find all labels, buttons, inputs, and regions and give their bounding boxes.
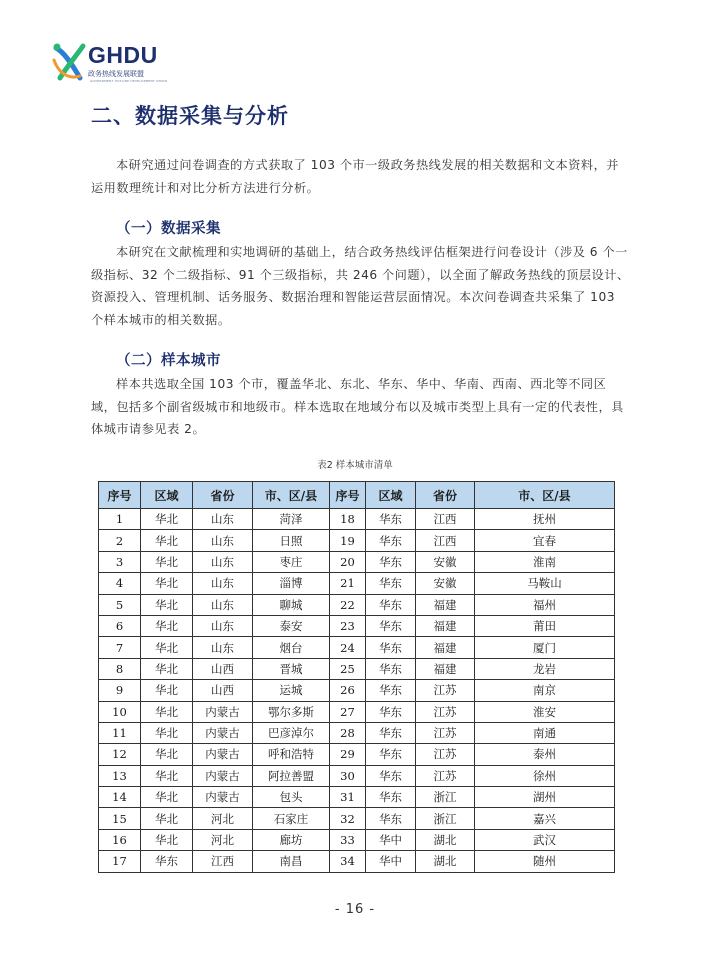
table-cell: 华北 bbox=[141, 594, 193, 615]
table-cell: 华东 bbox=[366, 744, 416, 765]
table-cell: 华北 bbox=[141, 765, 193, 786]
table-cell: 28 bbox=[330, 722, 366, 743]
table-cell: 浙江 bbox=[416, 808, 475, 829]
table-cell: 华东 bbox=[366, 551, 416, 572]
subsection-title-sample-cities: （二）样本城市 bbox=[116, 353, 221, 369]
table-cell: 华北 bbox=[141, 551, 193, 572]
table-cell: 华东 bbox=[366, 787, 416, 808]
table-cell: 18 bbox=[330, 509, 366, 530]
table-cell: 华中 bbox=[366, 851, 416, 872]
table-cell: 泰州 bbox=[475, 744, 615, 765]
table-cell: 26 bbox=[330, 680, 366, 701]
table-cell: 烟台 bbox=[253, 637, 330, 658]
table-cell: 34 bbox=[330, 851, 366, 872]
table-cell: 山东 bbox=[193, 509, 253, 530]
table-cell: 马鞍山 bbox=[475, 573, 615, 594]
table-header-cell: 区域 bbox=[141, 482, 193, 509]
table-cell: 1 bbox=[99, 509, 141, 530]
table-cell: 内蒙古 bbox=[193, 744, 253, 765]
table-cell: 华北 bbox=[141, 722, 193, 743]
table-cell: 随州 bbox=[475, 851, 615, 872]
table-cell: 30 bbox=[330, 765, 366, 786]
table-cell: 31 bbox=[330, 787, 366, 808]
table-cell: 包头 bbox=[253, 787, 330, 808]
table-cell: 枣庄 bbox=[253, 551, 330, 572]
table-cell: 山东 bbox=[193, 551, 253, 572]
table-cell: 湖北 bbox=[416, 829, 475, 850]
table-row bbox=[99, 787, 615, 808]
table-header-cell: 市、区/县 bbox=[253, 482, 330, 509]
table-cell: 华北 bbox=[141, 808, 193, 829]
sample-cities-table bbox=[98, 481, 615, 873]
table-header-cell: 序号 bbox=[330, 482, 366, 509]
table-cell: 南昌 bbox=[253, 851, 330, 872]
table-cell: 宜春 bbox=[475, 530, 615, 551]
table-cell: 华东 bbox=[366, 701, 416, 722]
table-cell: 福建 bbox=[416, 637, 475, 658]
table-header-row bbox=[99, 482, 615, 509]
table-cell: 华东 bbox=[366, 573, 416, 594]
table-cell: 抚州 bbox=[475, 509, 615, 530]
table-cell: 福建 bbox=[416, 615, 475, 636]
table-cell: 13 bbox=[99, 765, 141, 786]
table-cell: 山东 bbox=[193, 530, 253, 551]
table-cell: 华东 bbox=[366, 615, 416, 636]
table-body bbox=[99, 509, 615, 873]
page-number: - 16 - bbox=[334, 902, 376, 917]
table-row bbox=[99, 722, 615, 743]
table-cell: 安徽 bbox=[416, 551, 475, 572]
table-cell: 华东 bbox=[366, 658, 416, 679]
table-cell: 11 bbox=[99, 722, 141, 743]
table-caption: 表2 样本城市清单 bbox=[317, 460, 393, 471]
table-cell: 4 bbox=[99, 573, 141, 594]
table-cell: 福州 bbox=[475, 594, 615, 615]
table-cell: 内蒙古 bbox=[193, 787, 253, 808]
table-cell: 华东 bbox=[141, 851, 193, 872]
table-row bbox=[99, 829, 615, 850]
table-cell: 福建 bbox=[416, 594, 475, 615]
logo-text: GHDU bbox=[88, 42, 158, 68]
table-cell: 石家庄 bbox=[253, 808, 330, 829]
table-cell: 华东 bbox=[366, 808, 416, 829]
table-cell: 廊坊 bbox=[253, 829, 330, 850]
ghdu-logo bbox=[50, 38, 190, 84]
table-header-cell: 省份 bbox=[416, 482, 475, 509]
data-collection-paragraph: 本研究在文献梳理和实地调研的基础上，结合政务热线评估框架进行问卷设计（涉及 6 个一级指标、32 个二级指标、91 个三级指标，共 246 个问题），以全面了解政务热线的顶层设计、资源投入、管理机制、话务服务、数据治理和智能运营层面情况。本次问卷调查共采集了 103 个样本城市的相关数据。 bbox=[91, 245, 630, 327]
table-cell: 22 bbox=[330, 594, 366, 615]
table-row bbox=[99, 680, 615, 701]
table-cell: 华北 bbox=[141, 509, 193, 530]
table-cell: 华北 bbox=[141, 573, 193, 594]
table-cell: 25 bbox=[330, 658, 366, 679]
table-cell: 内蒙古 bbox=[193, 765, 253, 786]
table-cell: 江西 bbox=[416, 530, 475, 551]
table-cell: 武汉 bbox=[475, 829, 615, 850]
table-cell: 华北 bbox=[141, 637, 193, 658]
subsection-title-data-collection: （一）数据采集 bbox=[116, 221, 221, 237]
table-cell: 华北 bbox=[141, 701, 193, 722]
table-cell: 14 bbox=[99, 787, 141, 808]
table-cell: 华北 bbox=[141, 658, 193, 679]
table-cell: 华北 bbox=[141, 680, 193, 701]
table-cell: 湖北 bbox=[416, 851, 475, 872]
table-row bbox=[99, 808, 615, 829]
table-cell: 华北 bbox=[141, 829, 193, 850]
table-cell: 5 bbox=[99, 594, 141, 615]
table-cell: 山东 bbox=[193, 615, 253, 636]
table-cell: 湖州 bbox=[475, 787, 615, 808]
table-cell: 山西 bbox=[193, 680, 253, 701]
table-cell: 3 bbox=[99, 551, 141, 572]
table-cell: 24 bbox=[330, 637, 366, 658]
table-cell: 15 bbox=[99, 808, 141, 829]
table-cell: 华东 bbox=[366, 765, 416, 786]
table-cell: 华中 bbox=[366, 829, 416, 850]
table-cell: 龙岩 bbox=[475, 658, 615, 679]
table-cell: 华北 bbox=[141, 615, 193, 636]
table-cell: 华东 bbox=[366, 530, 416, 551]
table-cell: 江苏 bbox=[416, 701, 475, 722]
table-cell: 河北 bbox=[193, 808, 253, 829]
table-cell: 19 bbox=[330, 530, 366, 551]
table-row bbox=[99, 658, 615, 679]
logo-mark-icon bbox=[50, 38, 90, 84]
table-cell: 巴彦淖尔 bbox=[253, 722, 330, 743]
table-cell: 2 bbox=[99, 530, 141, 551]
table-cell: 华北 bbox=[141, 744, 193, 765]
table-cell: 山东 bbox=[193, 637, 253, 658]
table-cell: 福建 bbox=[416, 658, 475, 679]
table-cell: 9 bbox=[99, 680, 141, 701]
table-cell: 华东 bbox=[366, 509, 416, 530]
logo-english: GOVERNMENT HOTLINE DEVELOPMENT UNION bbox=[90, 79, 168, 83]
table-row bbox=[99, 530, 615, 551]
table-cell: 淮南 bbox=[475, 551, 615, 572]
table-row bbox=[99, 573, 615, 594]
table-cell: 泰安 bbox=[253, 615, 330, 636]
table-header-cell: 省份 bbox=[193, 482, 253, 509]
table-cell: 淮安 bbox=[475, 701, 615, 722]
table-cell: 南京 bbox=[475, 680, 615, 701]
table-cell: 27 bbox=[330, 701, 366, 722]
table-cell: 29 bbox=[330, 744, 366, 765]
table-cell: 江西 bbox=[416, 509, 475, 530]
table-cell: 呼和浩特 bbox=[253, 744, 330, 765]
table-cell: 内蒙古 bbox=[193, 722, 253, 743]
intro-paragraph: 本研究通过问卷调查的方式获取了 103 个市一级政务热线发展的相关数据和文本资料，并运用数理统计和对比分析方法进行分析。 bbox=[91, 158, 619, 195]
sample-cities-paragraph: 样本共选取全国 103 个市，覆盖华北、东北、华东、华中、华南、西南、西北等不同区域，包括多个副省级城市和地级市。样本选取在地域分布以及城市类型上具有一定的代表性，具体城市请参见表 2。 bbox=[91, 377, 624, 436]
table-cell: 江苏 bbox=[416, 765, 475, 786]
logo-subtitle: 政务热线发展联盟 bbox=[88, 70, 144, 78]
table-cell: 华东 bbox=[366, 637, 416, 658]
table-cell: 阿拉善盟 bbox=[253, 765, 330, 786]
table-row bbox=[99, 509, 615, 530]
table-row bbox=[99, 701, 615, 722]
table-cell: 嘉兴 bbox=[475, 808, 615, 829]
table-cell: 山东 bbox=[193, 573, 253, 594]
table-cell: 莆田 bbox=[475, 615, 615, 636]
table-cell: 华北 bbox=[141, 530, 193, 551]
table-cell: 6 bbox=[99, 615, 141, 636]
table-cell: 日照 bbox=[253, 530, 330, 551]
table-cell: 16 bbox=[99, 829, 141, 850]
table-cell: 徐州 bbox=[475, 765, 615, 786]
table-cell: 淄博 bbox=[253, 573, 330, 594]
table-cell: 菏泽 bbox=[253, 509, 330, 530]
table-row bbox=[99, 765, 615, 786]
table-cell: 江苏 bbox=[416, 722, 475, 743]
table-cell: 华北 bbox=[141, 787, 193, 808]
table-header-cell: 区域 bbox=[366, 482, 416, 509]
table-row bbox=[99, 851, 615, 872]
table-cell: 33 bbox=[330, 829, 366, 850]
table-cell: 7 bbox=[99, 637, 141, 658]
table-cell: 运城 bbox=[253, 680, 330, 701]
table-cell: 安徽 bbox=[416, 573, 475, 594]
table-cell: 晋城 bbox=[253, 658, 330, 679]
table-cell: 浙江 bbox=[416, 787, 475, 808]
table-cell: 山西 bbox=[193, 658, 253, 679]
table-cell: 南通 bbox=[475, 722, 615, 743]
table-cell: 32 bbox=[330, 808, 366, 829]
table-row bbox=[99, 594, 615, 615]
table-cell: 23 bbox=[330, 615, 366, 636]
table-cell: 内蒙古 bbox=[193, 701, 253, 722]
table-row bbox=[99, 744, 615, 765]
table-cell: 江苏 bbox=[416, 744, 475, 765]
table-row bbox=[99, 637, 615, 658]
table-cell: 江苏 bbox=[416, 680, 475, 701]
table-cell: 20 bbox=[330, 551, 366, 572]
table-cell: 山东 bbox=[193, 594, 253, 615]
table-header-cell: 序号 bbox=[99, 482, 141, 509]
table-cell: 河北 bbox=[193, 829, 253, 850]
table-cell: 10 bbox=[99, 701, 141, 722]
table-cell: 鄂尔多斯 bbox=[253, 701, 330, 722]
table-cell: 华东 bbox=[366, 722, 416, 743]
table-header-cell: 市、区/县 bbox=[475, 482, 615, 509]
table-cell: 江西 bbox=[193, 851, 253, 872]
table-cell: 8 bbox=[99, 658, 141, 679]
table-cell: 聊城 bbox=[253, 594, 330, 615]
table-cell: 华东 bbox=[366, 680, 416, 701]
table-row bbox=[99, 551, 615, 572]
table-row bbox=[99, 615, 615, 636]
table-cell: 21 bbox=[330, 573, 366, 594]
table-cell: 12 bbox=[99, 744, 141, 765]
section-title: 二、数据采集与分析 bbox=[91, 104, 289, 128]
table-cell: 厦门 bbox=[475, 637, 615, 658]
table-cell: 17 bbox=[99, 851, 141, 872]
table-cell: 华东 bbox=[366, 594, 416, 615]
